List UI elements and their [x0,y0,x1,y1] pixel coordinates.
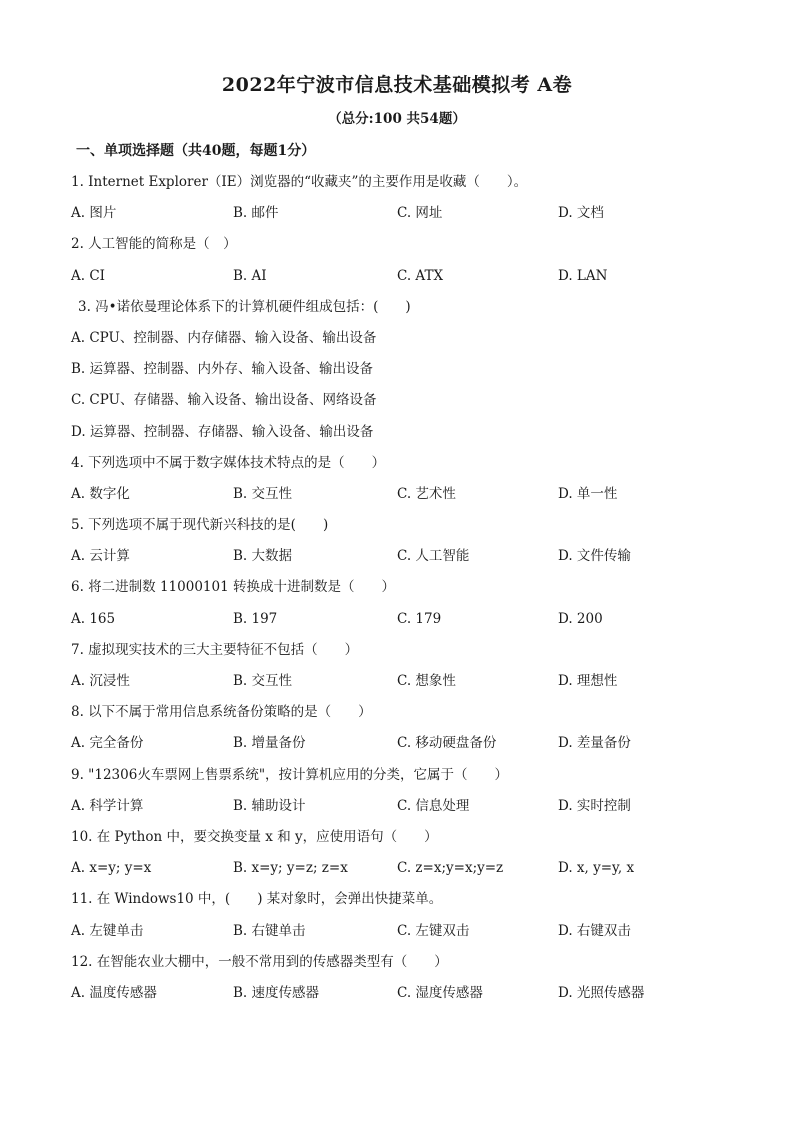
answer-option: B. 邮件 [233,205,279,222]
answer-option: D. 文档 [558,205,604,222]
option-row [71,919,751,950]
question-text: 7. 虚拟现实技术的三大主要特征不包括（ ） [71,641,359,658]
answer-option: D. 理想性 [558,673,618,689]
answer-option: A. 数字化 [71,485,130,502]
answer-option: A. 科学计算 [71,797,144,814]
answer-option: C. 湿度传感器 [397,984,483,1001]
question-stem [71,170,751,201]
answer-option: C. 网址 [397,205,443,222]
answer-option: B. 速度传感器 [233,984,320,1001]
question-text: 8. 以下不属于常用信息系统备份策略的是（ ） [71,704,372,721]
question-stem [71,950,751,981]
question-stem [71,638,751,669]
option-row [71,981,751,1012]
question-stem [71,232,751,263]
answer-option: B. 增量备份 [233,735,306,752]
answer-option: A. CPU、控制器、内存储器、输入设备、输出设备 [71,329,377,346]
answer-option: B. 交互性 [233,673,293,689]
answer-option: D. 实时控制 [558,797,631,814]
answer-option: B. 交互性 [233,485,293,502]
question-text: 2. 人工智能的简称是（ ） [71,236,237,253]
answer-option: C. 左键双击 [397,922,470,939]
exam-title: 2022年宁波市信息技术基础模拟考 A卷 [221,74,573,96]
answer-option: C. 艺术性 [397,485,456,502]
answer-option: D. 运算器、控制器、存储器、输入设备、输出设备 [71,423,374,440]
option-row [71,482,751,513]
exam-subtitle: （总分:100 共54题） [328,111,466,127]
answer-option: A. 165 [71,610,116,627]
answer-option: D. 右键双击 [558,922,631,939]
question-stem [71,700,751,731]
answer-option: A. 完全备份 [71,735,144,752]
option-row [71,607,751,638]
answer-option: A. 左键单击 [71,922,144,939]
question-text: 9. "12306火车票网上售票系统"，按计算机应用的分类，它属于（ ） [71,766,509,783]
answer-option: C. 信息处理 [397,797,470,814]
question-stem [71,887,751,918]
question-text: 5. 下列选项不属于现代新兴科技的是( ) [71,517,329,534]
answer-option: A. x=y; y=x [71,860,152,877]
answer-option: C. 人工智能 [397,548,470,565]
answer-option: B. x=y; y=z; z=x [233,860,348,877]
answer-option: A. 沉浸性 [71,673,130,689]
question-text: 1. Internet Explorer（IE）浏览器的“收藏夹”的主要作用是收藏（ ）。 [71,174,528,190]
question-stem [71,763,751,794]
question-list [71,170,751,1012]
option-row [71,794,751,825]
answer-option: A. CI [71,267,105,284]
answer-option: C. 想象性 [397,673,456,689]
answer-option: D. 文件传输 [558,548,631,565]
answer-option: D. 光照传感器 [558,984,645,1001]
question-stem [71,575,751,606]
option-row [71,731,751,762]
question-text: 4. 下列选项中不属于数字媒体技术特点的是（ ） [71,454,386,471]
answer-option: A. 温度传感器 [71,984,157,1001]
answer-option: B. 运算器、控制器、内外存、输入设备、输出设备 [71,361,374,378]
question-text: 11. 在 Windows10 中，( ) 某对象时，会弹出快捷菜单。 [71,891,443,908]
question-stem [71,451,751,482]
answer-option: B. 197 [233,610,278,627]
answer-option: A. 云计算 [71,548,130,565]
question-text: 3. 冯•诺依曼理论体系下的计算机硬件组成包括：( ) [78,298,411,315]
question-stem [71,295,751,326]
question-text: 6. 将二进制数 11000101 转换成十进制数是（ ） [71,579,395,596]
answer-option: D. x, y=y, x [558,860,635,877]
answer-option: D. 单一性 [558,485,618,502]
answer-option: B. 大数据 [233,548,293,565]
answer-option: B. 辅助设计 [233,797,306,814]
answer-option: C. 179 [397,610,442,627]
option-row [71,856,751,887]
answer-option: B. 右键单击 [233,922,306,939]
answer-option: A. 图片 [71,205,117,222]
question-text: 10. 在 Python 中，要交换变量 x 和 y，应使用语句（ ） [71,828,438,845]
answer-option: C. z=x;y=x;y=z [397,860,504,877]
answer-option: C. 移动硬盘备份 [397,735,497,752]
answer-option: D. 200 [558,610,603,627]
question-stem [71,825,751,856]
option-row [71,544,751,575]
answer-option: D. 差量备份 [558,735,631,752]
answer-option: C. ATX [397,267,444,284]
section-heading: 一、单项选择题（共40题，每题1分） [76,143,316,159]
option-row [71,201,751,232]
option-row [71,669,751,700]
question-stem [71,513,751,544]
answer-option: B. AI [233,267,267,284]
answer-option: C. CPU、存储器、输入设备、输出设备、网络设备 [71,392,377,409]
answer-option: D. LAN [558,267,608,284]
question-text: 12. 在智能农业大棚中，一般不常用到的传感器类型有（ ） [71,953,448,970]
option-row [71,264,751,295]
